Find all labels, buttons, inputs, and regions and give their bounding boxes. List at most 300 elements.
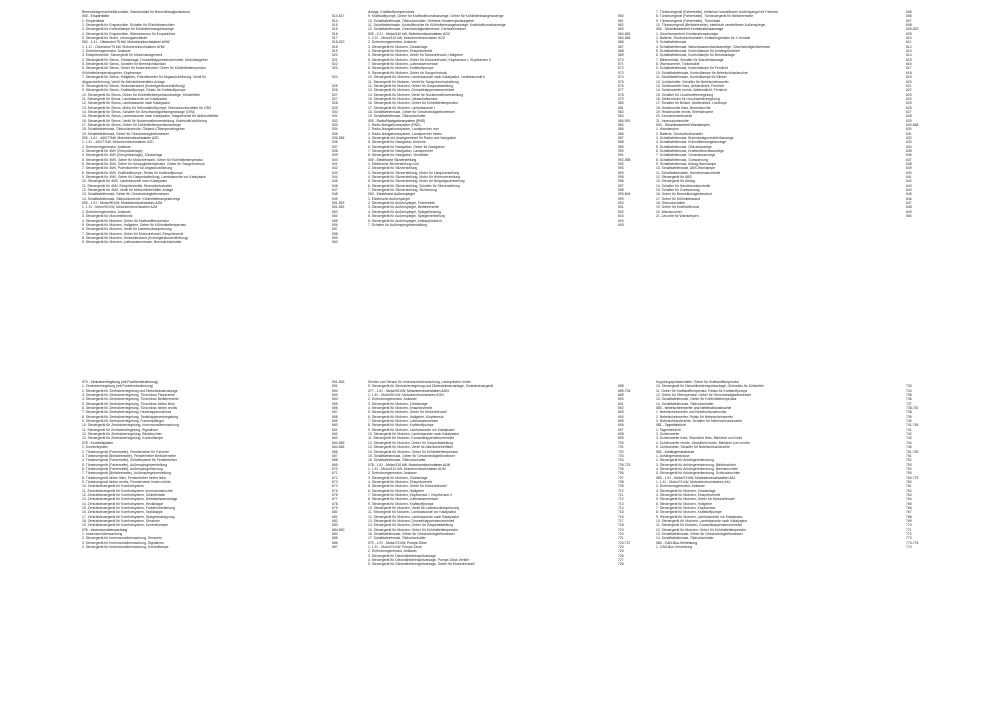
entry-title: 14. Steuergerät für Simos, Schalter für Geschwindigkeitsregelanlage (GRA): [82, 109, 196, 114]
entry-page-number: 656: [332, 406, 338, 411]
entry-page-number: 589: [618, 144, 624, 149]
entry-page-number: 627: [906, 109, 912, 114]
entry-title: 10. Steuergerät für Motoren, Lambdasonde nach Katalysator: [656, 519, 748, 523]
entry-page-number: 684-690: [332, 527, 345, 532]
entry-title: 4. Steuergerät für Zentralverriegelung, Türschloss Beifahrerseite: [82, 397, 179, 402]
entry-page-number: 713: [618, 501, 624, 506]
entry-title: Bremsbelagverschleißkontakte, Warnkontakt für Bremsflüssigkeitsstand: [82, 10, 190, 14]
entry-title: 5. Steuergerät für Navigation, Antenne: [368, 140, 426, 145]
entry-page-number: 600: [618, 201, 624, 206]
entry-title: 4. Steuergerät für Motoren, Einspritzventile: [656, 492, 721, 497]
entry-title: 15. Steuergerät für Motoren, Ultraschallsensor: [368, 96, 438, 101]
entry-page-number: 523: [332, 66, 338, 71]
index-column-2: [368, 10, 668, 227]
entry-title: 16. Schalttafeleinsatz, Geber für Geschwindigkeitsmesser: [368, 532, 455, 537]
entry-title: 1. 2.3 l - Motor/110 kW, Motorkennbuchstaben AGZ: [368, 36, 446, 41]
entry-title: 11. Zentralsteuergerät für Komfortsystem, Innenraumleuchte: [82, 488, 173, 493]
entry-page-number: 689: [618, 393, 624, 398]
entry-page-number: 538: [332, 149, 338, 153]
entry-page-number: 743: [906, 436, 912, 441]
entry-page-number: 702: [618, 449, 624, 454]
entry-title: 10. Türsteuergerät (Beifahrerseite), elektrisch verstellbarer Außenspiegel: [656, 23, 766, 28]
entry-title: 10. Schalttafeleinsatz, Öldruckschalter, Getriebe-Hexalemperaturgeber: [368, 18, 475, 23]
entry-page-number: 697: [618, 427, 624, 432]
entry-page-number: 691: [618, 401, 624, 406]
entry-page-number: 651: [332, 384, 338, 389]
entry-page-number: 695: [618, 419, 624, 424]
entry-page-number: 598: [618, 188, 624, 193]
index-column-3: [656, 380, 956, 549]
entry-title: 3. Nebelschlussleuchte, Schalter für Nebelschlussleuchte: [656, 419, 743, 424]
entry-title: 19. Schalttafeleinsatz, Geber für Geschwindigkeitsmesser: [82, 131, 169, 136]
entry-page-number: 518-520: [332, 40, 345, 45]
entry-page-number: 674: [332, 484, 338, 489]
entry-page-number: 658: [332, 414, 338, 419]
entry-page-number: 606: [906, 14, 912, 19]
entry-title: 10. Schalttafeleinsatz, ABS-Warnlampe: [656, 166, 716, 171]
entry-title: 5. Schalttafeleinsatz, Öldruckanzeige: [656, 144, 712, 149]
entry-page-number: 536: [332, 140, 338, 145]
entry-page-number: 620: [906, 79, 912, 84]
entry-title: 5. Lichtschalter, Schalter für Nebelschlussleuchte: [656, 445, 730, 450]
entry-page-number: 642: [906, 179, 912, 184]
entry-title: 1. Elektrische Sitzverstellung vorn: [368, 162, 419, 167]
entry-page-number: 768: [906, 514, 912, 519]
entry-page-number: 715: [618, 510, 624, 515]
entry-page-number: 710: [618, 488, 624, 493]
entry-page-number: 694: [618, 414, 624, 419]
entry-page-number: 568: [618, 49, 624, 54]
entry-page-number: 671: [332, 471, 338, 476]
entry-title: 5. Steuergerät für Motoren, Geber für Motordrehzahl, Hallgeber: [368, 53, 463, 58]
entry-page-number: 753: [906, 462, 912, 467]
entry-title: 15. Steuergerät für Motoren, Geber für Kühlmitteltemperatur: [368, 527, 459, 532]
entry-title: 10. Steuergerät für Motoren, Lambdasonde nach Katalysator: [368, 432, 460, 437]
entry-page-number: 515: [332, 23, 338, 28]
entry-title: 9. Steuergerät für Motoren, Kraftstoffpumpe: [368, 501, 434, 506]
entry-title: 5. Steuergerät für Motoren, Geber für Motordrehzahl: [368, 484, 447, 489]
entry-page-number: 638: [906, 162, 912, 167]
entry-page-number: 689-704: [618, 388, 631, 393]
entry-page-number: 537: [332, 144, 338, 149]
entry-title: 6. Steuergerät für Motoren, Ventil für Ladedruckbegrenzung: [82, 227, 172, 232]
entry-page-number: 612: [906, 44, 912, 49]
entry-title: 8. Steuergerät für Navigation, Verstärker: [368, 153, 429, 158]
entry-title: 9. Steuergerät für Motoren, Lambdasonde vor Katalysator: [656, 514, 743, 519]
entry-title: 12. Steuergerät für Simos, Lambdasonde nach Katalysator: [82, 101, 171, 106]
entry-page-number: 770: [906, 523, 912, 528]
entry-page-number: 700: [618, 440, 624, 445]
entry-title: 3. Steuergerät für Motoren, Zündanlage: [368, 401, 428, 406]
entry-title: 082 - Anhängersteckdose: [656, 449, 695, 454]
entry-title: 5. Steuergerät für Motor, Leistungsendstufe: [82, 36, 148, 41]
entry-title: 13. Schalttafeleinsatz, Geber für Geschwindigkeitsmesser: [656, 532, 743, 537]
entry-page-number: 575: [618, 79, 624, 84]
entry-page-number: 719: [618, 527, 624, 532]
entry-page-number: 558: [332, 231, 338, 236]
entry-title: 13. Steuergerät für Simos, Motor für Sekundärluftpumpe, Bremsdruckschalter für GRA: [82, 105, 212, 110]
entry-page-number: 639: [906, 166, 912, 171]
entry-title: 6. Schalttafeleinsatz, Kontrolllampe für Bremsanlage: [656, 53, 735, 58]
entry-title: 1. Nebelscheinwerfer und Nebelschlussleuchte: [656, 410, 727, 415]
entry-page-number: 622: [906, 88, 912, 93]
entry-page-number: 519: [332, 49, 338, 54]
index-entry: [656, 214, 956, 218]
index-column-1: [82, 380, 382, 549]
entry-page-number: 761: [906, 484, 912, 489]
entry-title: 2. Drehstromgenerator, Anlasser: [368, 397, 417, 402]
entry-title: 11. Schalttafeleinsatz, Handbremskontrolle: [656, 170, 721, 175]
entry-page-number: 579: [618, 96, 624, 101]
entry-title: 078 - 1.8 l - Motor/110 kW, Motorkennbuchstaben AUM: [368, 462, 451, 467]
entry-title: 13. Schalttafeleinsatz, Geber für Kühlmitteltemperatur: [656, 397, 737, 402]
entry-page-number: 660: [332, 423, 338, 428]
entry-page-number: 725: [618, 549, 624, 554]
entry-page-number: 774: [906, 545, 912, 550]
entry-title: 1. Innenraumüberwachung: [82, 532, 123, 537]
entry-page-number: 553: [332, 209, 338, 214]
entry-title: 8. Steuergerät für Zentralverriegelung, Tankklappenentriegelung: [82, 414, 179, 419]
entry-page-number: 769: [906, 519, 912, 523]
entry-page-number: 772: [906, 532, 912, 537]
entry-title: 3. Steuergerät für Zentralverriegelung, Türschloss Fahrerseite: [82, 393, 175, 398]
entry-title: 000 - Elektrische Sitzverstellung: [368, 157, 417, 162]
entry-page-number: 655: [332, 401, 338, 406]
entry-title: 077 - 1.8 l - Motor/92 kW, Motorkennbuchstaben AGN: [368, 388, 449, 393]
entry-page-number: 624: [906, 96, 912, 101]
entry-title: 3. Schalttafeleinsatz: [656, 40, 687, 45]
entry-title: 7. Steuergerät für Zentralverriegelung, Heckklappenschloss: [82, 410, 172, 415]
entry-page-number: 608: [906, 23, 912, 28]
entry-page-number: 621: [906, 83, 912, 88]
entry-title: 8. Steuergerät für Motoren, Kraftstoffpumpe: [656, 510, 722, 515]
entry-title: 5. Steuergerät für Sitzverstellung, Motor für Neigungsverstellung: [368, 179, 465, 184]
entry-page-number: 599: [618, 196, 624, 201]
entry-title: 16. Steuergerät für Simos, Ventil für Nockenwellenverstellung, Kraftstoffrückführung: [82, 118, 208, 123]
entry-title: 17. Schalter für Blinker, Abblendlicht, Lichthupe: [656, 101, 727, 106]
entry-page-number: 520: [332, 53, 338, 58]
entry-title: 2. Radio-Navigationssystem, Lautsprecher vorn: [368, 127, 440, 132]
entry-title: 6. Steuergerät für Motoren, Hallgeber, Klopfsensor: [368, 414, 444, 419]
entry-title: 7. Türsteuergerät (Beifahrerseite), Außenspiegelverstellung: [82, 471, 171, 476]
entry-title: 18. Schalttafeleinsatz, Geber für Geschwindigkeitsmesser: [368, 109, 455, 114]
entry-page-number: 609-629: [906, 27, 919, 32]
entry-title: 2. Drehstromgenerator, Anlasser: [368, 549, 417, 554]
entry-page-number: 718: [618, 523, 624, 528]
entry-title: 17. Schalttafeleinsatz, Öldruckschalter: [368, 536, 426, 541]
entry-title: 6. Steuergerät für Zentralverriegelung, Türschloss hinten rechts: [82, 406, 178, 411]
entry-page-number: 588: [618, 140, 624, 145]
entry-page-number: 554: [332, 214, 338, 219]
entry-title: 3. Schalttafeleinsatz, Bremsbelagverschleißanzeige: [656, 135, 734, 140]
entry-title: 8. Schalttafeleinsatz, Gurtwarnung: [656, 157, 708, 162]
entry-title: 3. Steuergerät für Motoren, Zündanlage: [656, 488, 716, 493]
entry-page-number: 527: [332, 92, 338, 97]
entry-page-number: 534: [332, 127, 338, 132]
entry-title: 000 - Geschlossenheit Warnlampen: [656, 122, 710, 127]
entry-page-number: 688: [618, 384, 624, 389]
entry-page-number: 705-723: [618, 462, 631, 467]
entry-page-number: 771: [906, 527, 912, 532]
entry-title: 074 - Zentralverriegelung (mit Funkfernbedienung): [82, 380, 158, 384]
entry-page-number: 668: [332, 458, 338, 463]
entry-title: 11. Steuergerät für 4MV, Einspritzventile, Bremslichtschalter: [82, 183, 172, 188]
entry-page-number: 566: [618, 40, 624, 45]
entry-title: 12. Zentralsteuergerät für Komfortsystem, Schiebedach: [82, 492, 166, 497]
entry-page-number: 712: [618, 497, 624, 502]
entry-title: 18. Öldruckschalter: [656, 201, 686, 206]
entry-title: 4. Scheinwerfer rechts, Standlicht rechts, Blinklicht vorn rechts: [656, 440, 750, 445]
entry-page-number: 599-604: [618, 192, 631, 197]
entry-title: 8. Steuergerät für Motoren, Kraftstoffpumpe: [368, 66, 434, 71]
entry-title: 11. Schalttafeleinsatz, Kontrolllampe für Blinker: [656, 75, 727, 80]
entry-page-number: 604: [618, 218, 624, 223]
entry-page-number: 716: [618, 514, 624, 519]
entry-page-number: 744: [906, 440, 912, 445]
entry-page-number: 681: [332, 514, 338, 519]
entry-page-number: 563: [618, 27, 624, 32]
entry-title: 2. Türsteuergerät (Fahrerseite), Fensterheber für Fahrerte: [82, 449, 170, 454]
entry-title: 4. Steuergerät für Anhängererkennung, Bremsleuchten: [656, 466, 739, 471]
entry-page-number: 597: [618, 183, 624, 188]
entry-page-number: 663: [332, 436, 338, 441]
entry-page-number: 634: [906, 144, 912, 149]
entry-page-number: 630: [906, 127, 912, 132]
entry-title: 9. Kraftstoffpumpe, Geber für Kraftstoffvorratsanzeige, Geber für Kühlmittelmangelanzeige: [368, 14, 504, 19]
entry-page-number: 615: [906, 57, 912, 62]
entry-page-number: 580: [618, 101, 624, 106]
entry-title: 4. Steuergerät für Simos, Zündanlage, Drosselklappensteuereinheit, Motorlastgeber: [82, 57, 208, 62]
entry-page-number: 535: [332, 131, 338, 136]
entry-title: 2. Steuergerät für Außenspiegel, Fahrerseite: [368, 201, 435, 206]
entry-page-number: 707: [618, 475, 624, 480]
entry-title: 18. Zentralsteuergerät für Komfortsystem, Sensoren: [82, 519, 161, 523]
entry-title: 081 - Tagesfahrlicht: [656, 423, 686, 428]
entry-page-number: 693: [618, 410, 624, 415]
entry-page-number: 724-737: [618, 540, 631, 545]
entry-title: 11. Steuergerät für Motoren, Drosselklappensteuereinheit: [368, 436, 455, 441]
entry-page-number: 518: [332, 44, 338, 49]
entry-page-number: 564-565: [618, 36, 631, 41]
entry-title: 19. Geber für Kraftstoffvorrat: [656, 205, 700, 210]
entry-page-number: 611: [906, 40, 912, 45]
entry-page-number: 591: [618, 153, 624, 158]
entry-title: Kupplungspedalschalter, Geber für Kraftstofftemperatur: [656, 380, 740, 384]
entry-page-number: 667: [332, 453, 338, 458]
entry-page-number: 525: [332, 83, 338, 88]
entry-title: 7. Steuergerät für Motoren, Klopfsensor I, Klopfsensor II: [368, 492, 453, 497]
entry-page-number: 578: [618, 92, 624, 97]
entry-page-number: 703: [618, 453, 624, 458]
entry-page-number: 607: [906, 18, 912, 23]
entry-page-number: 677: [332, 497, 338, 502]
entry-page-number: 596: [618, 179, 624, 184]
entry-title: 9. Schalttafeleinsatz, Kontrolllampe für Fernlicht: [656, 66, 728, 71]
entry-title: 11. Steuergerät für Motoren, Lambdasonde vor Katalysator: [368, 510, 457, 515]
entry-title: 000 - 1.9 l - Motor/90 kW, Motorkennbuchstaben AJM: [82, 201, 163, 206]
entry-page-number: 683: [332, 523, 338, 528]
entry-page-number: 587: [618, 135, 624, 140]
entry-page-number: 701: [618, 445, 624, 450]
entry-page-number: 708: [618, 479, 624, 484]
entry-title: 13. Schalttafeleinsatz, Geber für Geschwindigkeitsmesser: [82, 192, 169, 197]
entry-page-number: 727: [618, 558, 624, 563]
entry-page-number: 698: [618, 432, 624, 437]
entry-page-number: 562: [618, 23, 624, 28]
entry-page-number: 679: [332, 505, 338, 510]
entry-title: 4. Steuergerät für Sitzverstellung, Motor für Höhenverstellung: [368, 175, 461, 180]
index-entry: [82, 545, 382, 549]
entry-page-number: 737: [906, 401, 912, 406]
entry-title: 8. Steuergerät für 4MV, Kraftstoffpumpe, Relais für Kraftstoffpumpe: [82, 170, 183, 175]
entry-title: 000 - 1.6 l - 4AV/77kW, Motorkennbuchstaben AZD: [82, 135, 159, 140]
index-entry: [82, 240, 382, 244]
entry-page-number: 675: [332, 488, 338, 493]
entry-page-number: 601: [618, 205, 624, 210]
entry-page-number: 648: [906, 205, 912, 210]
entry-title: 6. Steuergerät für Navigation, Geber für Navigation: [368, 144, 445, 149]
entry-page-number: 641: [906, 175, 912, 180]
entry-title: 13. Steuergerät für Zentralverriegelung, Kontrolllampe: [82, 436, 164, 441]
entry-page-number: 582: [618, 109, 624, 114]
entry-title: 1. Komfortsystem: [82, 445, 109, 450]
entry-title: 6. Steuergerät für Motoren, Hallgeber: [368, 488, 425, 493]
entry-page-number: 659: [332, 419, 338, 424]
entry-page-number: 574: [618, 75, 624, 80]
entry-page-number: 522: [332, 62, 338, 67]
entry-page-number: 540: [332, 157, 338, 162]
entry-title: 5. Schalttafeleinsatz, Kontrolllampe für Anhängerbetrieb: [656, 49, 740, 54]
entry-page-number: 614: [906, 53, 912, 58]
entry-title: 13. Steuergerät für Airbag: [656, 179, 695, 184]
entry-page-number: 527: [332, 96, 338, 101]
entry-title: 1. CAN-Bus-Vernetzung: [656, 545, 693, 550]
entry-page-number: 738: [906, 410, 912, 415]
entry-page-number: 773: [906, 536, 912, 541]
entry-title: 14. Schalttafeleinsatz, Öldruckkontrolle, Kühlmittelmangelanzeige: [82, 196, 181, 201]
entry-page-number: 602: [618, 209, 624, 214]
entry-title: 18. Schalttafeleinsatz, Öldruckkontrolle, Ölstand-/Öltemperaturgeber: [82, 127, 185, 132]
entry-page-number: 545: [332, 179, 338, 184]
entry-page-number: 625: [906, 101, 912, 106]
index-page-upper: [0, 0, 1000, 330]
entry-page-number: 526: [332, 88, 338, 93]
entry-page-number: 533: [332, 122, 338, 127]
entry-page-number: 643: [906, 183, 912, 188]
entry-page-number: 619: [906, 75, 912, 80]
entry-title: 084 - CAN-Bus-Vernetzung: [656, 540, 698, 545]
entry-page-number: 556: [332, 222, 338, 227]
entry-page-number: 603: [618, 214, 624, 219]
entry-page-number: 751: [906, 453, 912, 458]
entry-title: Sender und Sensor für Innenraumüberwachung, Lautsprecher hinten: [368, 380, 472, 384]
entry-title: 5. Steuergerät für Außenspiegel, Spiegelverstellung: [368, 214, 446, 219]
entry-page-number: 536-555: [332, 135, 345, 140]
entry-page-number: 555: [332, 218, 338, 223]
entry-page-number: 672: [332, 475, 338, 480]
index-entry: [368, 223, 668, 227]
entry-title: 9. Steuergerät für 4MV, Geber für Gaspedalstellung, Lambdasonde vor Katalysator: [82, 175, 207, 180]
entry-title: 5. Steuergerät für Simos, Schalter für Bremslichtkontakt: [82, 62, 166, 67]
entry-page-number: 711: [618, 492, 624, 497]
entry-page-number: 573: [618, 70, 624, 75]
entry-page-number: 557: [332, 227, 338, 232]
entry-title: 2. Steuergerät für Innenraumüberwachung, Sensoren: [82, 536, 163, 541]
entry-title: 2. Drehstromgenerator, Anlasser: [368, 471, 417, 476]
entry-page-number: 720: [618, 532, 624, 537]
entry-title: 4. Steuergerät für Motoren, Geber für Kraftstofftemperatur: [82, 218, 169, 223]
entry-title: 1. Ersparniliste: [82, 18, 105, 23]
entry-title: 12. Steuergerät für Zentralverriegelung, Blinkleuchten: [82, 432, 163, 437]
entry-title: 6. Türsteuergerät (Fahrerseite), Außenspiegelheizung: [82, 466, 163, 471]
entry-title: 8. Warnsummer, Türkontakte: [656, 62, 700, 67]
entry-page-number: 560: [332, 240, 338, 245]
entry-page-number: 666: [332, 449, 338, 454]
entry-title: 14. Zentralsteuergerät für Komfortsystem, Heckklappe: [82, 501, 164, 506]
entry-page-number: 610: [906, 36, 912, 41]
entry-title: 5. Steuergerät für Motoren, Geber für Motordrehzahl: [656, 497, 735, 502]
entry-page-number: 569: [618, 53, 624, 58]
entry-title: 3. Steuergerät für Sitzverstellung, Motor für Längsverstellung: [368, 170, 460, 175]
entry-title: 1. 1.6 l - Motor/74 kW, Motorkennbuchstaben AKL: [656, 479, 731, 484]
entry-title: 3. Steuergerät für Anhängererkennung, Blinkleuchten: [656, 462, 736, 467]
entry-title: 3. Steuergerät für Innenraumüberwachung, Signalhorn: [82, 540, 164, 545]
entry-page-number: 762: [906, 488, 912, 493]
entry-page-number: 644: [906, 188, 912, 193]
entry-title: 9. Schalttafeleinsatz, Airbag-Warnlampe: [656, 162, 717, 167]
entry-title: 8. Steuergerät für Motoren, Kraftstoffpumpe: [368, 423, 434, 428]
entry-title: Abgasrückführung, Ventil für Aktivkohlebehälter-Anlage: [82, 79, 165, 84]
entry-title: 8. Türsteuergerät (Fahrerseite), Türsteuergerät für Beifahrerseite: [656, 14, 754, 19]
entry-title: 18. Heckleuchte links, Bremsleuchte: [656, 105, 711, 110]
entry-page-number: 754: [906, 466, 912, 471]
entry-page-number: 542: [332, 166, 338, 171]
entry-page-number: 764: [906, 497, 912, 502]
entry-page-number: 623: [906, 92, 912, 97]
entry-page-number: 532: [332, 118, 338, 123]
entry-page-number: 669: [332, 462, 338, 467]
entry-title: 2. Nebelscheinwerfer, Relais für Nebelscheinwerfer: [656, 414, 733, 419]
entry-title: 000 - Elektrische Außenspiegel: [368, 192, 415, 197]
entry-title: 11. Steuergerät für Motoren, Drosselklappensteuereinheit: [656, 523, 743, 528]
entry-title: 17. Steuergerät für Motoren, Lambdasonde I: [368, 105, 435, 110]
entry-title: 17. Geber für Kühlmittelstand: [656, 196, 701, 201]
entry-title: 7. Schalter für Außenspiegelverstellung: [368, 222, 427, 227]
entry-title: 000 - 2.3 l - Motor/110 kW, Motorkennbuchstaben AGZ: [368, 31, 450, 36]
entry-title: 15. Schalter für Leuchtweitenregelung: [656, 92, 714, 97]
entry-title: 7. Steuergerät für Motoren, Luftmassenmesser: [368, 62, 439, 67]
entry-title: 1. Tagesfahrlicht: [656, 427, 681, 432]
entry-page-number: 690: [618, 397, 624, 402]
entry-title: 20. Warnsummer: [656, 209, 682, 214]
entry-title: 5. Türsteuergerät (Fahrerseite), Außenspiegelverstellung: [82, 462, 168, 467]
entry-page-number: 736: [906, 397, 912, 402]
entry-title: 9. Türsteuergerät hinten rechts, Fensterheber hinten rechts: [82, 479, 171, 484]
entry-title: 15. Schalttafeleinsatz, Geber für Geschwindigkeitsmesser: [368, 453, 455, 458]
entry-title: 4. Steuergerät für Ersparinliste, Wärmesensor für Ersparinliste: [82, 31, 176, 36]
entry-page-number: 763: [906, 492, 912, 497]
entry-page-number: 514: [332, 18, 338, 23]
entry-title: 7. Steuergerät für Sitzverstellung, Sitzheizung: [368, 188, 437, 193]
entry-page-number: 687: [332, 545, 338, 550]
entry-page-number: 570: [618, 57, 624, 62]
entry-title: 1. 1.9 l - Motor/74 kW, Pumpe-Düse: [368, 545, 422, 550]
entry-page-number: 704: [618, 458, 624, 463]
entry-page-number: 567: [618, 44, 624, 49]
entry-page-number: 613: [906, 49, 912, 54]
entry-page-number: 577: [618, 88, 624, 93]
entry-title: 8. Steuergerät für Simos, Heizwiderstand (Kurbelgehäuseentlüftung): [82, 83, 185, 88]
